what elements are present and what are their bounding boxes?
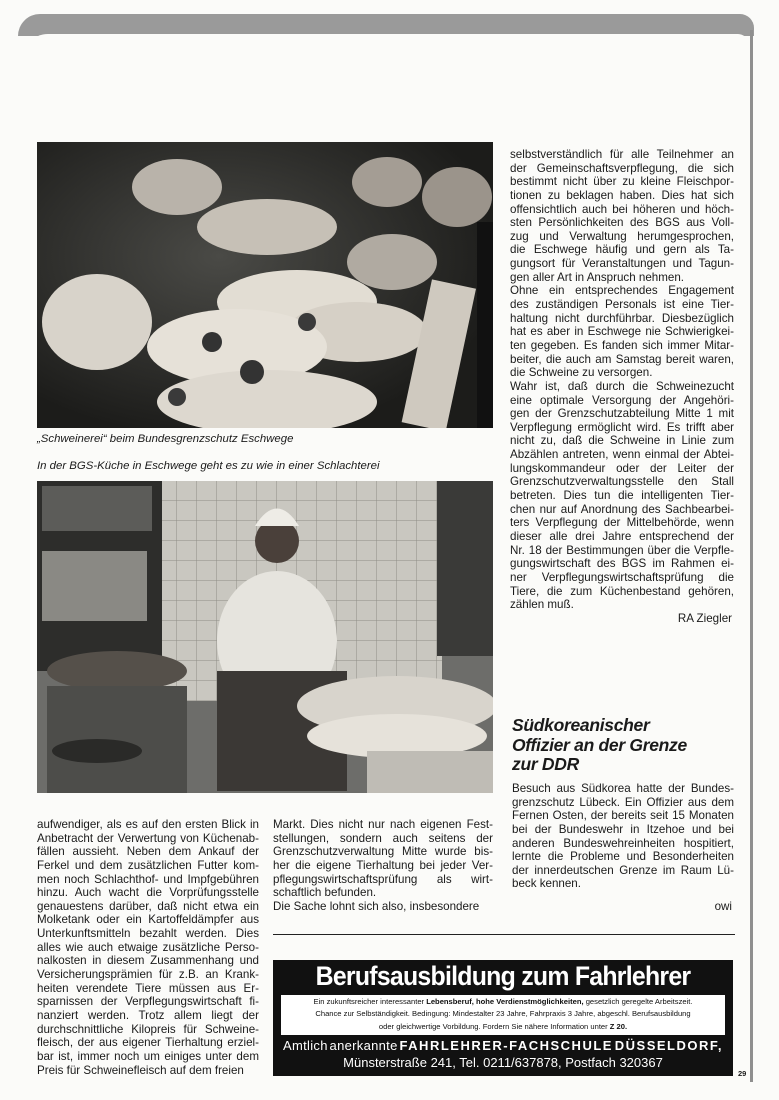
ad-school-line — [283, 1038, 723, 1053]
article2-body — [512, 782, 734, 891]
page-frame-inner — [22, 34, 748, 74]
text-line: ner Verpflegungswirtschaftsprüfung die — [510, 570, 734, 584]
text-line: alles wie auch etwaige zusätzliche Perso- — [37, 940, 259, 954]
text-line: beiter, die auch am Samstag bereit waren, — [510, 352, 734, 366]
left-column — [37, 818, 259, 1077]
text-line: zählen muß. — [510, 598, 574, 612]
ad-text: oder gleichwertige Vorbildung. Fordern Sie nähere Information unter — [378, 1021, 610, 1031]
middle-column — [273, 818, 493, 913]
ad-address: Münsterstraße 241, Tel. 0211/637878, Postfach 320367 — [343, 1055, 663, 1070]
text-line: betreten. Dies tun die intelligenten Tier- — [510, 489, 734, 503]
text-line: grenzschutz Lübeck. Ein Offizier aus dem — [512, 795, 734, 809]
ad-info-box — [281, 995, 725, 1035]
text-line: bar ist, immer noch um einiges unter dem — [37, 1049, 259, 1063]
text-line: sparnissen der Verpflegungswirtschaft fi- — [37, 995, 259, 1009]
ad-text: Chance zur Selbständigkeit. Bedingung: Mindestalter 23 Jahre, Fahrpraxis 3 Jahre, abgeschl. Berufsausbildung — [315, 1009, 691, 1019]
text-line: Molketank oder ein Kartoffeldämpfer aus — [37, 913, 259, 927]
pigs-image — [37, 142, 493, 428]
text-line: zug und Verwaltung herumgesprochen, — [510, 229, 734, 243]
text-line: Verpflegung ermöglicht wird. Es trifft aber — [510, 420, 734, 434]
ad-school-prefix: anerkannte — [329, 1038, 398, 1053]
text-line: Ohne ein entsprechendes Engagement — [510, 284, 734, 298]
text-line: Anbetracht der Verwertung von Küchenab- — [37, 831, 259, 845]
heading-line: Südkoreanischer — [512, 715, 650, 735]
photo2-caption: In der BGS-Küche in Eschwege geht es zu wie in einer Schlachterei — [37, 460, 380, 472]
text-line: gungswirtschaft des BGS im Rahmen ei- — [510, 557, 734, 571]
photo1-caption: „Schweinerei“ beim Bundesgrenzschutz Eschwege — [37, 433, 294, 445]
text-line: gen der Grenzschutzabteilung Mitte 1 mit — [510, 407, 734, 421]
page-number: 29 — [738, 1069, 747, 1078]
text-line: stellungen, sondern auch seitens der — [273, 831, 493, 845]
text-line: des zuständigen Personals ist eine Tier- — [510, 298, 734, 312]
text-line: beck kennen. — [512, 877, 581, 891]
text-line: der Gemeinschaftsverpflegung, die sich — [510, 161, 734, 175]
text-line: Die Sache lohnt sich also, insbesondere — [273, 899, 480, 913]
page-frame-right — [750, 30, 753, 1082]
text-line: pflegungswirtschaftsprüfung als wirt- — [273, 872, 493, 886]
text-line: anderen Bundeswehreinheiten hospitiert, — [512, 836, 734, 850]
text-line: Unterkunftsmitteln bezahlt werden. Dies — [37, 927, 259, 941]
heading-line: zur DDR — [512, 754, 579, 774]
text-line: nalkosten in diesem Zusammenhang und — [37, 954, 259, 968]
text-line: haltung nicht durchführbar. Diesbezüglich — [510, 311, 734, 325]
ad-text: gesetzlich geregelte Arbeitszeit. — [583, 997, 693, 1006]
text-line: Grenzschutzverwaltung Mitte wurde bis- — [273, 845, 493, 859]
kitchen-image — [37, 481, 493, 793]
text-line: lernte die Probleme und Besonderheiten — [512, 850, 734, 864]
text-line: Nr. 18 der Bestimmungen über die Verpfle- — [510, 543, 734, 557]
photo-kitchen — [37, 481, 493, 793]
author-signature: RA Ziegler — [677, 612, 732, 625]
ad-code: Z 20. — [609, 1021, 628, 1031]
text-line: nicht zu, daß die Schweine in Linie zum — [510, 434, 734, 448]
text-line: der innerdeutschen Grenze im Raum Lü- — [512, 863, 734, 877]
text-line: sten Persönlichkeiten des BGS aus Voll- — [510, 216, 734, 230]
ad-text: Ein zukunftsreicher interessanter — [313, 997, 427, 1006]
article-heading — [512, 716, 687, 775]
text-line: tionen zu beklagen haben. Dies hat sich — [510, 188, 734, 202]
text-line: Besuch aus Südkorea hatte der Bundes- — [512, 782, 734, 795]
ad-school-name: FAHRLEHRER-FACHSCHULE — [399, 1038, 613, 1053]
text-line: Markt. Dies nicht nur nach eigenen Fest- — [273, 818, 493, 831]
text-line: ten gegeben. Es fanden sich immer Mitar- — [510, 338, 734, 352]
text-line: Tiere, die zum Küchenbestand gehören, — [510, 584, 734, 598]
text-line: her die eigene Tierhaltung bei jeder Ver- — [273, 858, 493, 872]
text-line: hat es aber in Eschwege nie Schwierigkei- — [510, 325, 734, 339]
article2-signature: owi — [714, 900, 732, 913]
text-line: ters Verpflegung der Mittelbehörde, wenn — [510, 516, 734, 530]
ad-title: Berufsausbildung zum Fahrlehrer — [315, 961, 691, 991]
advertisement — [273, 960, 733, 1076]
text-line: Abzählen antreten, wenn einmal der Abtei- — [510, 448, 734, 462]
text-line: Ferkel und dem zusätzlichen Futter kom- — [37, 858, 259, 872]
text-line: Versicherungsprämien für z.B. an Krank- — [37, 968, 259, 982]
text-line: die Schweine zu versorgen. — [510, 366, 653, 380]
text-line: dieser alle drei Jahre entsprechend der — [510, 529, 734, 543]
text-line: lungskommandeur oder der Leiter der — [510, 461, 734, 475]
text-line: nanziert werden. Trotz allem liegt der — [37, 1008, 259, 1022]
text-line: bestimmt nicht über zu kleine Fleischpor- — [510, 175, 734, 189]
text-line: Grenzschutzverwaltungsstelle den Stall — [510, 475, 734, 489]
divider — [273, 934, 735, 935]
text-line: schaftlich befunden. — [273, 886, 377, 900]
text-line: fällen aussieht. Neben dem Ankauf der — [37, 845, 259, 859]
text-line: Fernen Osten, der bereits seit 15 Monaten — [512, 809, 734, 823]
text-line: Wahr ist, daß durch die Schweinezucht — [510, 379, 734, 393]
text-line: offensichtlich auch bei höheren und höch- — [510, 202, 734, 216]
right-column — [510, 148, 734, 612]
text-line: die Eschwege häufig und gern als Ta- — [510, 243, 734, 257]
ad-text-bold: Lebensberuf, hohe Verdienstmöglichkeiten, — [426, 997, 584, 1006]
photo-pigs — [37, 142, 493, 428]
text-line: hinzu. Auch wacht die Vorprüfungsstelle — [37, 886, 259, 900]
ad-school-city: DÜSSELDORF, — [614, 1038, 723, 1053]
text-line: eine optimale Versorgung der Angehöri- — [510, 393, 734, 407]
text-line: men noch Schlachthof- und Impfgebühren — [37, 872, 259, 886]
text-line: durchschnittliche Kilopreis für Schweine- — [37, 1022, 259, 1036]
page-frame-top — [18, 14, 754, 36]
text-line: heiten verendete Tiere müssen aus Er- — [37, 981, 259, 995]
text-line: gen aller Art in Anspruch nehmen. — [510, 270, 685, 284]
text-line: genauestens darüber, daß nicht etwa ein — [37, 899, 259, 913]
text-line: chen nur auf Anordnung des Sachbearbei- — [510, 502, 734, 516]
heading-line: Offizier an der Grenze — [512, 734, 687, 755]
text-line: selbstverständlich für alle Teilnehmer an — [510, 148, 734, 161]
text-line: bei der Bundeswehr in Itzehoe und bei — [512, 822, 734, 836]
text-line: aufwendiger, als es auf den ersten Blick in — [37, 818, 259, 831]
text-line: fleisch, der aus eigener Tierhaltung erziel- — [37, 1036, 259, 1050]
text-line: Preis für Schweinefleisch auf dem freien — [37, 1063, 244, 1077]
text-line: gungsort für Veranstaltungen und Tagun- — [510, 257, 734, 271]
ad-school-prefix: Amtlich — [283, 1038, 328, 1053]
